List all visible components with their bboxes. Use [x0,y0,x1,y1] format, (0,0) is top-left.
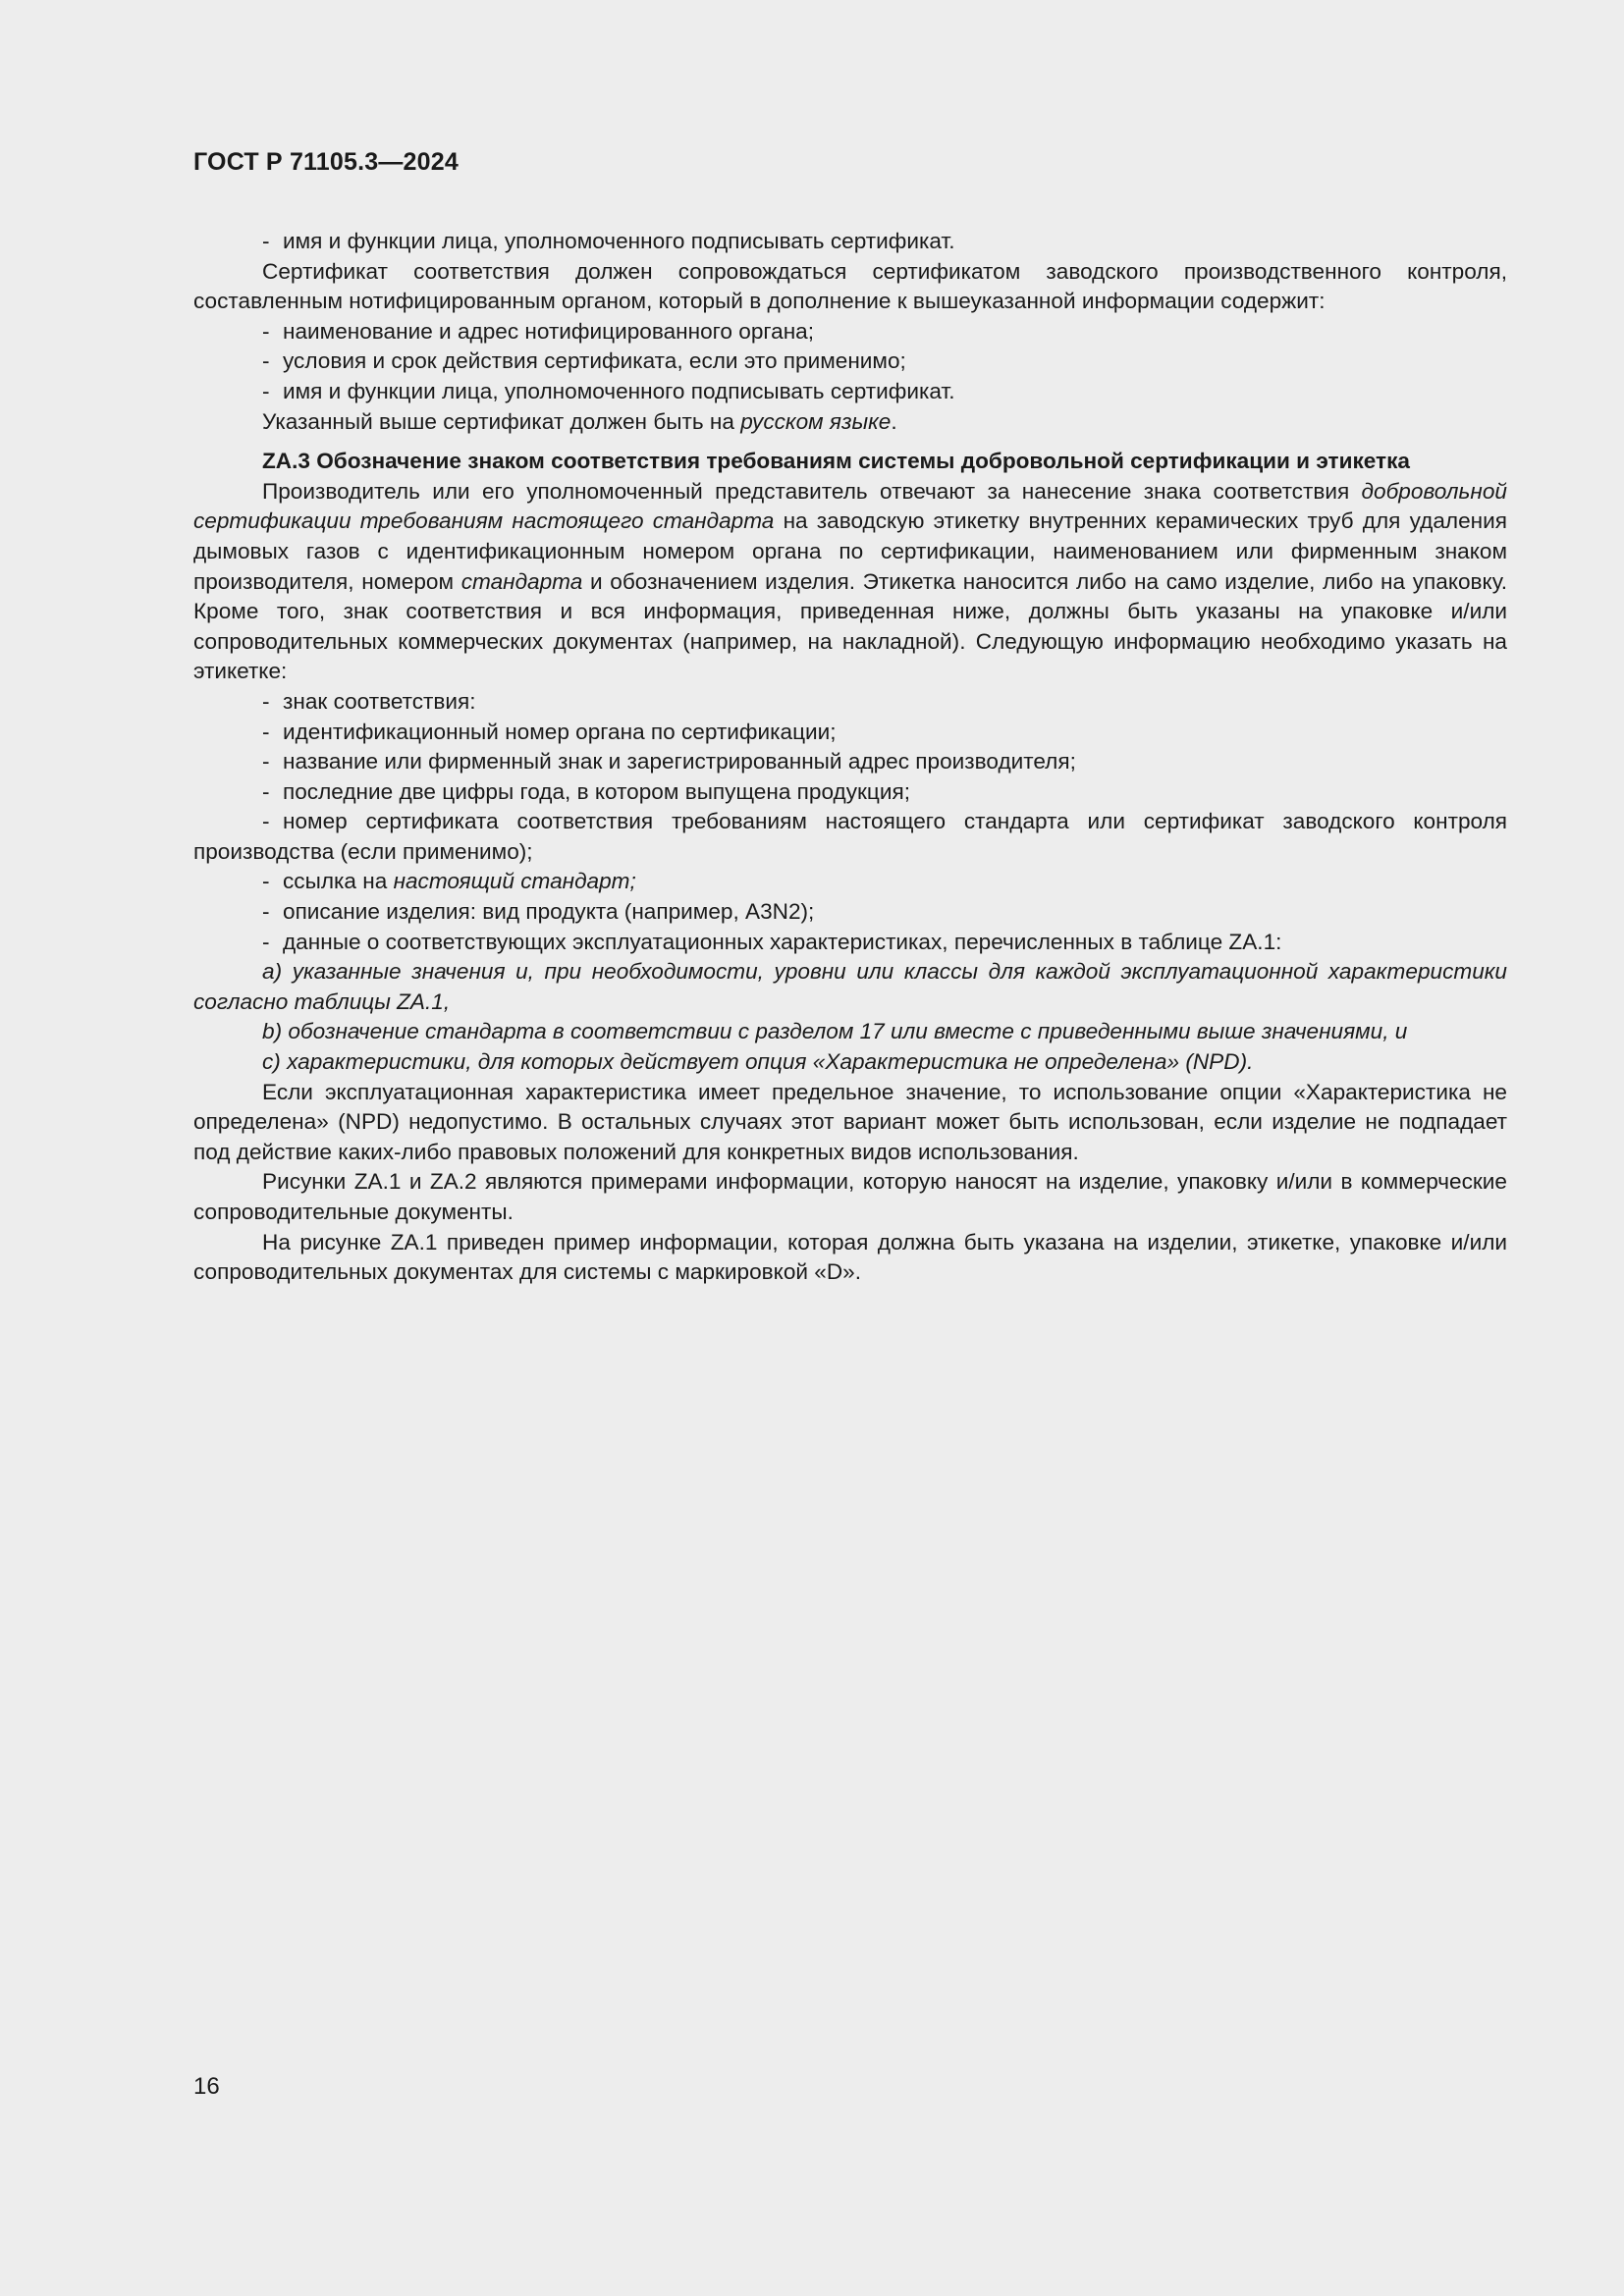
list-dash: - [262,778,270,804]
page-body [193,227,1507,1288]
list-dash: - [262,229,270,253]
page-number: 16 [193,2073,220,2100]
list-dash: - [262,318,270,344]
list-item-standard-reference: - ссылка на настоящий стандарт; [193,867,1507,897]
list-item-performance: - данные о соответствующих эксплуатационных характеристиках, перечисленных в таблице ZA.1: [193,928,1507,958]
list-dash: - [262,378,270,403]
paragraph-manufacturer: Производитель или его уполномоченный представитель отвечают за нанесение знака соответствия добровольной сертификации требованиям настоящего стандарта на заводскую этикетку внутренних керамических труб для удаления дымовых газов с идентификационным номером органа по сертификации, наименованием или фирменным знаком производителя, номером стандарта и обозначением изделия. Этикетка наносится либо на само изделие, либо на упаковку. Кроме того, знак соответствия и вся информация, приведенная ниже, должны быть указаны на упаковке и/или сопроводительных коммерческих документах (например, на накладной). Следующую информацию необходимо указать на этикетке: [193,478,1508,684]
list-item: - последние две цифры года, в котором выпущена продукция; [193,777,1507,808]
list-dash: - [262,869,270,894]
list-item: - номер сертификата соответствия требованиям настоящего стандарта или сертификат заводского контроля производства (если применимо); [193,809,1507,864]
paragraph-figures: Рисунки ZA.1 и ZA.2 являются примерами информации, которую наносят на изделие, упаковку и/или в коммерческие сопроводительные документы. [193,1169,1507,1224]
list-dash: - [262,899,270,925]
list-item: - название или фирменный знак и зарегистрированный адрес производителя; [193,747,1507,777]
list-item-signatory: - имя и функции лица, уполномоченного подписывать сертификат. [193,227,1507,257]
paragraph-language: Указанный выше сертификат должен быть на русском языке. [262,408,897,434]
document-code: ГОСТ Р 71105.3—2024 [193,148,459,176]
paragraph-npd: Если эксплуатационная характеристика имеет предельное значение, то использование опции «Характеристика не определена» (NPD) недопустимо. В остальных случаях этот вариант может быть использован, если изделие не подпадает под действие каких-либо правовых положений для конкретных видов использования. [193,1079,1507,1164]
list-item: - условия и срок действия сертификата, если это применимо; [193,347,1507,377]
subitem-b: b) обозначение стандарта в соответствии с разделом 17 или вместе с приведенными выше значениями, и [262,1019,1408,1044]
paragraph-figure-d: На рисунке ZA.1 приведен пример информации, которая должна быть указана на изделии, этикетке, упаковке и/или сопроводительных документах для системы с маркировкой «D». [193,1229,1507,1285]
subitem-c: c) характеристики, для которых действует опция «Характеристика не определена» (NPD). [262,1049,1254,1075]
list-dash: - [262,348,270,374]
section-heading-za3: ZA.3 Обозначение знаком соответствия требованиям системы добровольной сертификации и этикетка [262,449,1410,474]
subitem-a: а) указанные значения и, при необходимости, уровни или классы для каждой эксплуатационной характеристики согласно таблицы ZA.1, [193,959,1507,1014]
list-dash: - [262,809,270,834]
list-dash: - [262,929,270,954]
list-item: - наименование и адрес нотифицированного органа; [193,317,1507,347]
list-dash: - [262,688,270,714]
list-dash: - [262,749,270,774]
list-item-product-description: - описание изделия: вид продукта (например, А3N2); [193,897,1507,928]
list-dash: - [262,719,270,744]
list-item: - идентификационный номер органа по сертификации; [193,718,1507,748]
paragraph-factory-control: Сертификат соответствия должен сопровождаться сертификатом заводского производственного контроля, составленным нотифицированным органом, который в дополнение к вышеуказанной информации содержит: [193,258,1507,314]
list-item: - знак соответствия: [193,687,1507,718]
list-item: - имя и функции лица, уполномоченного подписывать сертификат. [193,377,1507,407]
